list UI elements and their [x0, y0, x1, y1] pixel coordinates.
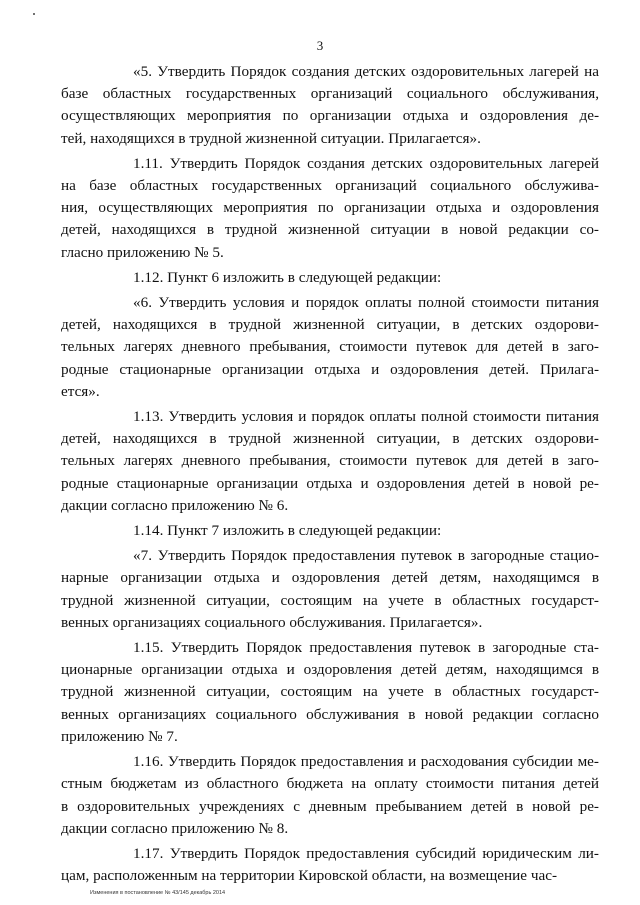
text-line: тельных лагерях дневного пребывания, стоимости путевок для детей в заго-: [61, 338, 599, 356]
paragraph-p6-quote: [61, 292, 599, 403]
text-line: 1.12. Пункт 6 изложить в следующей редакции:: [133, 268, 442, 286]
text-line: венных организациях социального обслуживания в новой редакции согласно: [61, 705, 599, 723]
paragraph-item-1-13: [61, 406, 599, 517]
text-line: приложению № 7.: [61, 727, 178, 745]
text-line: тей, находящихся в трудной жизненной ситуации. Прилагается».: [61, 129, 481, 147]
paragraph-p7-quote: [61, 545, 599, 634]
paragraph-item-1-11: [61, 153, 599, 264]
text-line: 1.16. Утвердить Порядок предоставления и расходования субсидии ме-: [133, 753, 599, 771]
text-line: детей, находящихся в трудной жизненной ситуации, в детских оздорови-: [61, 430, 599, 448]
footer-note: Изменения в постановление № 43/145 декабрь 2014: [90, 890, 226, 896]
text-line: осуществляющих мероприятия по организации отдыха и оздоровления де-: [61, 107, 599, 125]
scan-speck: [33, 13, 35, 15]
text-line: 1.15. Утвердить Порядок предоставления путевок в загородные ста-: [133, 639, 599, 657]
paragraph-p5-quote: [61, 61, 599, 150]
text-line: цам, расположенным на территории Кировской области, на возмещение час-: [61, 867, 558, 885]
text-line: венных организациях социального обслуживания. Прилагается».: [61, 613, 483, 631]
text-line: 1.13. Утвердить условия и порядок оплаты полной стоимости питания: [133, 408, 599, 426]
text-line: ния, осуществляющих мероприятия по организации отдыха и оздоровления: [61, 199, 599, 217]
paragraph-item-1-14: [97, 520, 599, 542]
text-line: в оздоровительных учреждениях с дневным пребыванием детей в новой ре-: [61, 797, 599, 815]
paragraph-item-1-12: [97, 267, 599, 289]
page-number: 3: [316, 38, 324, 53]
document-body: [61, 61, 599, 890]
text-line: 1.14. Пункт 7 изложить в следующей редакции:: [133, 522, 442, 540]
text-line: родные стационарные организации отдыха и оздоровления детей в новой ре-: [61, 474, 599, 492]
text-line: стным бюджетам из областного бюджета на оплату стоимости питания детей: [61, 775, 599, 793]
paragraph-item-1-17: [61, 843, 599, 887]
text-line: трудной жизненной ситуации, состоящим на учете в областных государст-: [61, 683, 599, 701]
paragraph-item-1-15: [61, 637, 599, 748]
text-line: на базе областных государственных организаций социального обслужива-: [61, 177, 599, 195]
text-line: базе областных государственных организаций социального обслуживания,: [61, 85, 599, 103]
text-line: 1.17. Утвердить Порядок предоставления субсидий юридическим ли-: [133, 844, 599, 862]
text-line: ется».: [61, 382, 100, 400]
text-line: «7. Утвердить Порядок предоставления путевок в загородные стацио-: [133, 547, 599, 565]
text-line: нарные организации отдыха и оздоровления детей детям, находящимся в: [61, 569, 599, 587]
text-line: трудной жизненной ситуации, состоящим на учете в областных государст-: [61, 591, 599, 609]
text-line: ционарные организации отдыха и оздоровления детей детям, находящимся в: [61, 661, 599, 679]
text-line: 1.11. Утвердить Порядок создания детских оздоровительных лагерей: [133, 154, 599, 172]
text-line: «5. Утвердить Порядок создания детских оздоровительных лагерей на: [133, 63, 599, 80]
text-line: тельных лагерях дневного пребывания, стоимости путевок для детей в заго-: [61, 452, 599, 470]
text-line: гласно приложению № 5.: [61, 243, 224, 261]
paragraph-item-1-16: [61, 751, 599, 840]
text-line: «6. Утвердить условия и порядок оплаты полной стоимости питания: [133, 294, 599, 312]
text-line: дакции согласно приложению № 8.: [61, 819, 289, 837]
text-line: детей, находящихся в трудной жизненной ситуации в новой редакции со-: [61, 221, 599, 239]
text-line: дакции согласно приложению № 6.: [61, 496, 289, 514]
text-line: родные стационарные организации отдыха и оздоровления детей. Прилага-: [61, 360, 599, 378]
text-line: детей, находящихся в трудной жизненной ситуации, в детских оздорови-: [61, 316, 599, 334]
